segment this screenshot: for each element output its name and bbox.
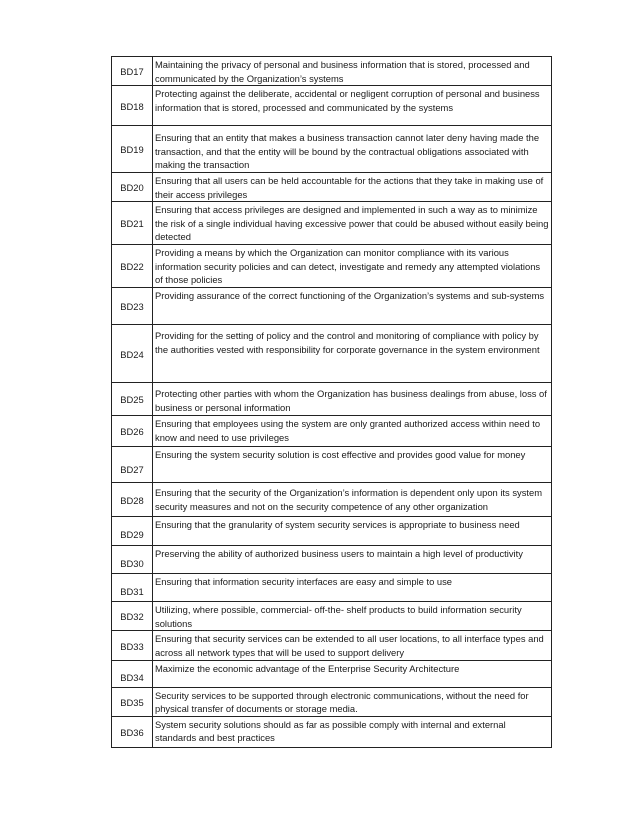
requirement-description: Ensuring that the granularity of system security services is appropriate to business need (153, 517, 552, 546)
table-row (112, 86, 552, 126)
table-row (112, 716, 552, 747)
table-row (112, 447, 552, 483)
table-row (112, 631, 552, 660)
requirement-description: Protecting against the deliberate, accidental or negligent corruption of personal and business information that is stored, processed and communicated by the systems (153, 86, 552, 126)
requirement-id: BD23 (112, 288, 153, 325)
requirement-id: BD28 (112, 483, 153, 517)
table-row (112, 202, 552, 245)
table-row (112, 325, 552, 383)
requirement-id: BD30 (112, 546, 153, 574)
requirement-description: Ensuring that the security of the Organization’s information is dependent only upon its system security measures and not on the security competence of any other organization (153, 483, 552, 517)
requirement-id: BD31 (112, 574, 153, 602)
requirement-description: Maximize the economic advantage of the Enterprise Security Architecture (153, 660, 552, 687)
requirement-id: BD24 (112, 325, 153, 383)
requirement-id: BD27 (112, 447, 153, 483)
table-row (112, 687, 552, 716)
table-row (112, 416, 552, 447)
table-row (112, 483, 552, 517)
requirement-description: Utilizing, where possible, commercial- off-the- shelf products to build information security solutions (153, 602, 552, 631)
table-row (112, 245, 552, 288)
requirement-description: Protecting other parties with whom the Organization has business dealings from abuse, loss of business or personal information (153, 383, 552, 416)
requirement-description: Security services to be supported through electronic communications, without the need for physical transfer of documents or storage media. (153, 687, 552, 716)
table-row (112, 383, 552, 416)
requirement-id: BD34 (112, 660, 153, 687)
table-row (112, 546, 552, 574)
requirement-description: Providing assurance of the correct functioning of the Organization’s systems and sub-systems (153, 288, 552, 325)
requirement-description: Ensuring that access privileges are designed and implemented in such a way as to minimize the risk of a single individual having excessive power that could be abused without easily being detected (153, 202, 552, 245)
requirement-id: BD26 (112, 416, 153, 447)
requirement-id: BD19 (112, 126, 153, 173)
requirements-table (111, 56, 552, 748)
table-row (112, 288, 552, 325)
requirement-id: BD35 (112, 687, 153, 716)
requirement-description: Ensuring that employees using the system are only granted authorized access within need to know and need to use privileges (153, 416, 552, 447)
table-row (112, 57, 552, 86)
requirement-description: Ensuring that an entity that makes a business transaction cannot later deny having made the transaction, and that the entity will be bound by the contractual obligations associated with making the transaction (153, 126, 552, 173)
requirement-id: BD20 (112, 172, 153, 201)
requirement-id: BD25 (112, 383, 153, 416)
table-row (112, 172, 552, 201)
requirement-id: BD33 (112, 631, 153, 660)
requirement-description: Ensuring that all users can be held accountable for the actions that they take in making use of their access privileges (153, 172, 552, 201)
requirement-description: Providing a means by which the Organization can monitor compliance with its various information security policies and can detect, investigate and remedy any attempted violations of those policies (153, 245, 552, 288)
requirement-id: BD17 (112, 57, 153, 86)
requirement-id: BD21 (112, 202, 153, 245)
requirement-description: Ensuring that information security interfaces are easy and simple to use (153, 574, 552, 602)
requirement-description: Maintaining the privacy of personal and business information that is stored, processed and communicated by the Organization’s systems (153, 57, 552, 86)
table-row (112, 126, 552, 173)
table-row (112, 660, 552, 687)
requirement-id: BD36 (112, 716, 153, 747)
table-row (112, 574, 552, 602)
requirement-description: System security solutions should as far as possible comply with internal and external standards and best practices (153, 716, 552, 747)
requirement-id: BD22 (112, 245, 153, 288)
requirement-id: BD18 (112, 86, 153, 126)
table-row (112, 517, 552, 546)
requirement-description: Ensuring that security services can be extended to all user locations, to all interface types and across all network types that will be used to support delivery (153, 631, 552, 660)
requirement-description: Ensuring the system security solution is cost effective and provides good value for money (153, 447, 552, 483)
requirement-description: Providing for the setting of policy and the control and monitoring of compliance with policy by the authorities vested with responsibility for corporate governance in the system environment (153, 325, 552, 383)
requirement-id: BD32 (112, 602, 153, 631)
requirement-description: Preserving the ability of authorized business users to maintain a high level of productivity (153, 546, 552, 574)
requirement-id: BD29 (112, 517, 153, 546)
table-row (112, 602, 552, 631)
